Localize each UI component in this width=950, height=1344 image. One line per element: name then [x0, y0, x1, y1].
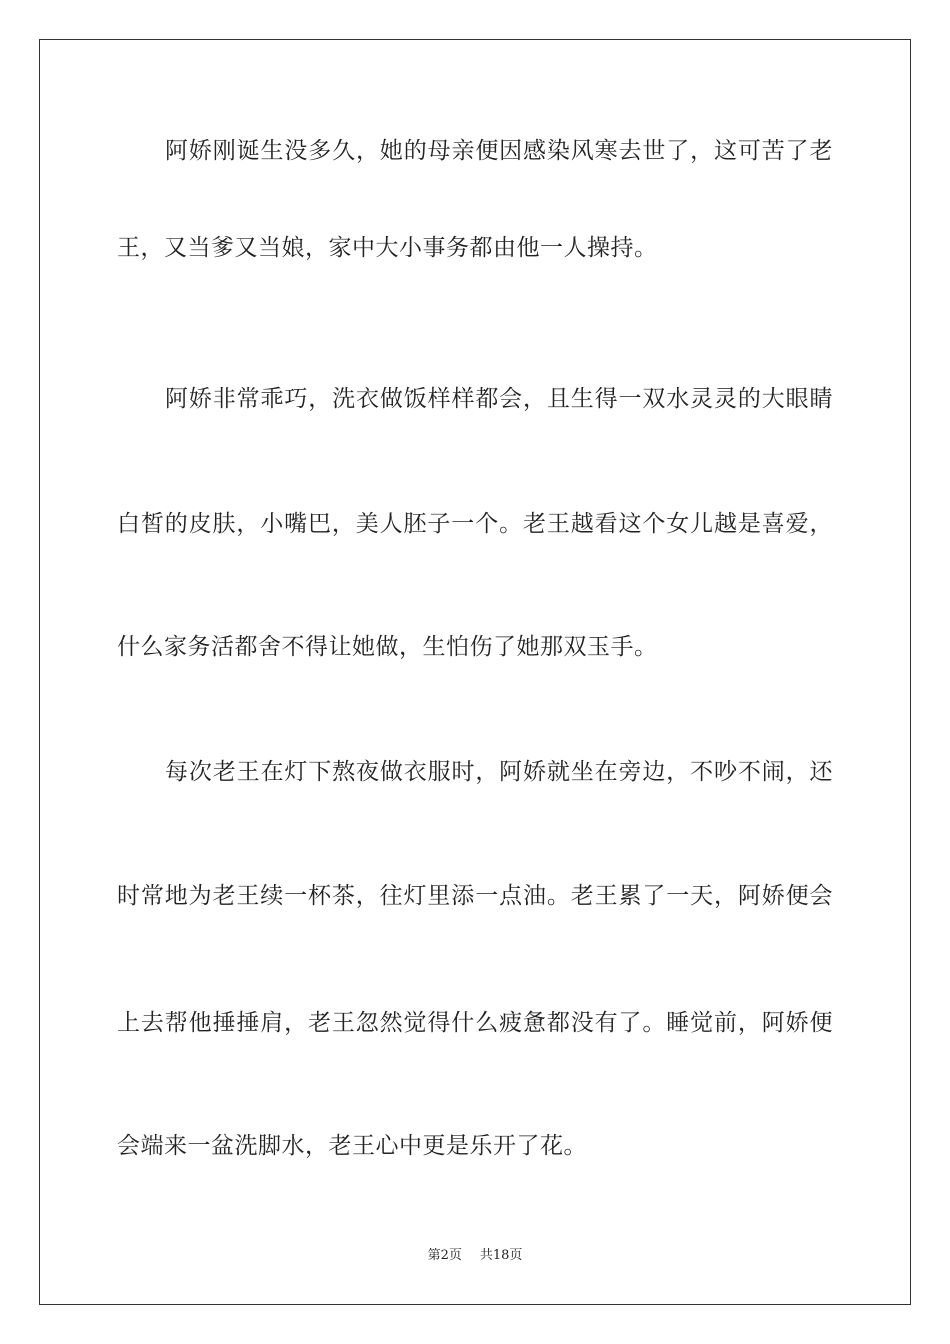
paragraph-1-line-1: 阿娇刚诞生没多久，她的母亲便因感染风寒去世了，这可苦了老 — [165, 138, 833, 164]
paragraph-2-line-3: 什么家务活都舍不得让她做，生怕伤了她那双玉手。 — [117, 634, 658, 660]
paragraph-2-line-2: 白皙的皮肤，小嘴巴，美人胚子一个。老王越看这个女儿越是喜爱， — [117, 511, 833, 537]
page-border — [39, 39, 911, 1305]
paragraph-3-line-2: 时常地为老王续一杯茶，往灯里添一点油。老王累了一天，阿娇便会 — [117, 883, 833, 909]
page-footer — [0, 1247, 950, 1265]
paragraph-1-line-2: 王，又当爹又当娘，家中大小事务都由他一人操持。 — [117, 235, 658, 261]
paragraph-3-line-3: 上去帮他捶捶肩，老王忽然觉得什么疲惫都没有了。睡觉前，阿娇便 — [117, 1010, 833, 1036]
total-pages: 共18页 — [479, 1248, 523, 1263]
paragraph-2-line-1: 阿娇非常乖巧，洗衣做饭样样都会，且生得一双水灵灵的大眼睛 — [165, 386, 833, 412]
paragraph-3-line-4: 会端来一盆洗脚水，老王心中更是乐开了花。 — [117, 1133, 587, 1159]
paragraph-3-line-1: 每次老王在灯下熬夜做衣服时，阿娇就坐在旁边，不吵不闹，还 — [165, 759, 833, 785]
page-number: 第2页 — [427, 1248, 462, 1263]
